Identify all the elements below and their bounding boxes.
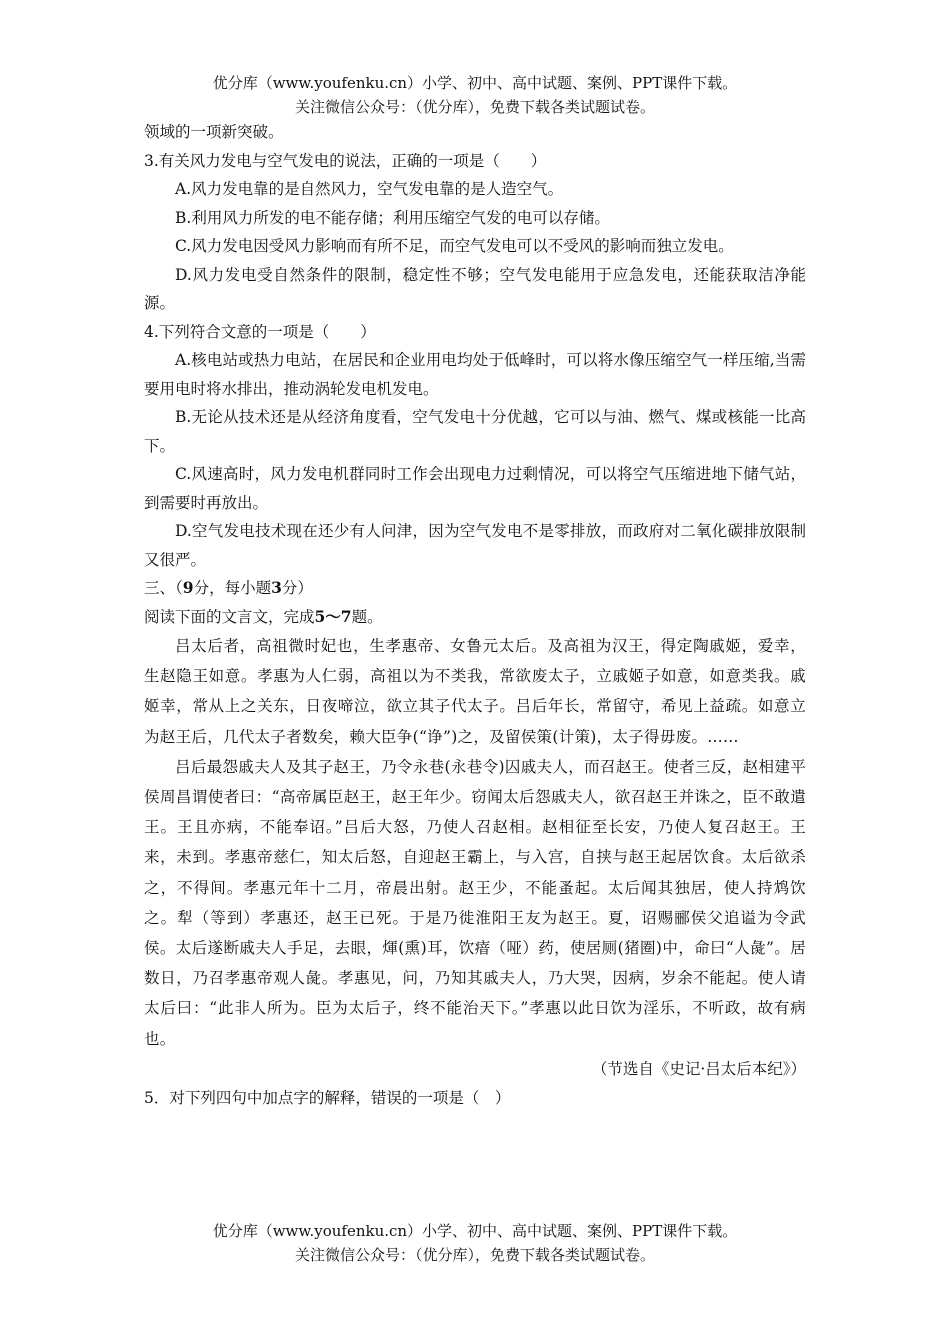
lead-in-text: 领域的一项新突破。 bbox=[144, 123, 284, 141]
question-4-stem: 4.下列符合文意的一项是（ ） bbox=[144, 322, 376, 341]
page-footer bbox=[0, 1219, 950, 1267]
footer-line-1: 优分库（www.youfenku.cn）小学、初中、高中试题、案例、PPT课件下载。 bbox=[212, 1222, 738, 1240]
main-content bbox=[144, 118, 806, 1112]
question-4-option-c: C.风速高时，风力发电机群同时工作会出现电力过剩情况，可以将空气压缩进地下储气站，到需要时再放出。 bbox=[144, 465, 806, 512]
reading-instruction bbox=[144, 603, 806, 632]
question-3-stem: 3.有关风力发电与空气发电的说法，正确的一项是（ ） bbox=[144, 151, 547, 170]
passage-source-note: （节选自《史记·吕太后本纪》） bbox=[591, 1059, 806, 1078]
header-line-2: 关注微信公众号：（优分库），免费下载各类试题试卷。 bbox=[294, 98, 655, 116]
question-4-option-b: B.无论从技术还是从经济角度看，空气发电十分优越，它可以与油、燃气、煤或核能一比高下。 bbox=[144, 408, 806, 455]
section-3-middle: 分，每小题 bbox=[193, 579, 272, 597]
classical-passage-paragraph-2: 吕后最怨戚夫人及其子赵王，乃令永巷(永巷令)囚戚夫人，而召赵王。使者三反，赵相建平侯周昌谓使者曰：“高帝属臣赵王，赵王年少。窃闻太后怨戚夫人，欲召赵王并诛之，臣不敢遣王。王且亦病，不能奉诏。”吕后大怒，乃使人召赵相。赵相征至长安，乃使人复召赵王。王来，未到。孝惠帝慈仁，知太后怒，自迎赵王霸上，与入宫，自挟与赵王起居饮食。太后欲杀之，不得间。孝惠元年十二月，帝晨出射。赵王少，不能蚤起。太后闻其独居，使人持鸩饮之。犁（等到）孝惠还，赵王已死。于是乃徙淮阳王友为赵王。夏，诏赐郦侯父追谥为令武侯。太后遂断戚夫人手足，去眼，煇(熏)耳，饮瘖（哑）药，使居厕(猪圈)中，命曰“人彘”。居数日，乃召孝惠帝观人彘。孝惠见，问，乃知其戚夫人，乃大哭，因病，岁余不能起。使人请太后曰：“此非人所为。臣为太后子，终不能治天下。”孝惠以此日饮为淫乐，不听政，故有病也。 bbox=[144, 757, 806, 1048]
instruction-prefix: 阅读下面的文言文，完成 bbox=[144, 607, 315, 626]
section-3-prefix: 三、（ bbox=[144, 579, 183, 597]
section-3-item-score: 3 bbox=[271, 578, 282, 597]
question-3-option-b: B.利用风力所发的电不能存储；利用压缩空气发的电可以存储。 bbox=[175, 208, 610, 227]
question-3-option-d: D.风力发电受自然条件的限制，稳定性不够；空气发电能用于应急发电，还能获取洁净能源。 bbox=[144, 265, 806, 312]
instruction-range: 5～7 bbox=[314, 606, 352, 626]
question-4-option-a: A.核电站或热力电站，在居民和企业用电均处于低峰时，可以将水像压缩空气一样压缩,当需要用电时将水排出，推动涡轮发电机发电。 bbox=[144, 351, 806, 398]
footer-line-2: 关注微信公众号：（优分库），免费下载各类试题试卷。 bbox=[294, 1246, 655, 1264]
section-3-heading bbox=[144, 574, 806, 603]
page-header bbox=[0, 71, 950, 119]
classical-passage-paragraph-1: 吕太后者，高祖微时妃也，生孝惠帝、女鲁元太后。及高祖为汉王，得定陶戚姬，爱幸，生赵隐王如意。孝惠为人仁弱，高祖以为不类我，常欲废太子，立戚姬子如意，如意类我。戚姬幸，常从上之关东，日夜啼泣，欲立其子代太子。吕后年长，常留守，希见上益疏。如意立为赵王后，几代太子者数矣，赖大臣争(“诤”)之，及留侯策(计策)，太子得毋废。…… bbox=[144, 637, 806, 746]
question-5-stem: 5．对下列四句中加点字的解释，错误的一项是（ ） bbox=[144, 1088, 511, 1107]
section-3-suffix: 分） bbox=[281, 579, 313, 597]
instruction-suffix: 题。 bbox=[351, 607, 383, 626]
section-3-total-score: 9 bbox=[182, 578, 194, 597]
header-line-1: 优分库（www.youfenku.cn）小学、初中、高中试题、案例、PPT课件下载。 bbox=[212, 74, 738, 92]
question-3-option-c: C.风力发电因受风力影响而有所不足，而空气发电可以不受风的影响而独立发电。 bbox=[175, 237, 734, 255]
question-4-option-d: D.空气发电技术现在还少有人问津，因为空气发电不是零排放，而政府对二氧化碳排放限制又很严。 bbox=[144, 522, 806, 569]
question-3-option-a: A.风力发电靠的是自然风力，空气发电靠的是人造空气。 bbox=[175, 180, 564, 198]
